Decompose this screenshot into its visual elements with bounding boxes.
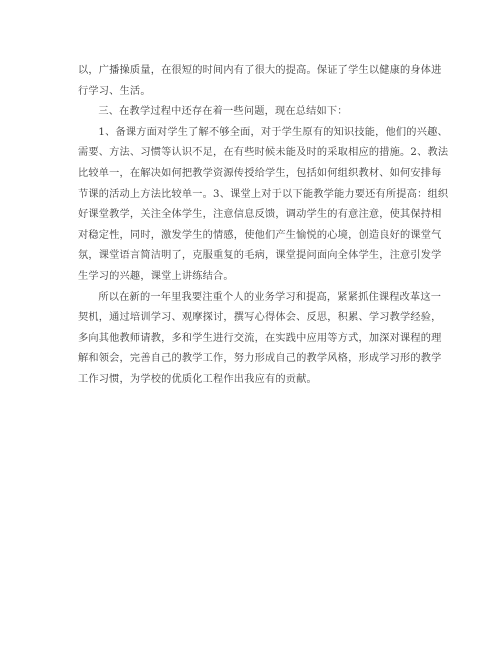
text-line: 好课堂教学，关注全体学生，注意信息反馈，调动学生的有意注意，使其保持相 (78, 209, 442, 221)
text-line: 多向其他教师请教，多和学生进行交流，在实践中应用等方式，加深对课程的理 (78, 332, 442, 344)
text-line: 比较单一，在解决如何把教学资源传授给学生，包括如何组织教材、如何安排每 (78, 167, 442, 179)
text-line: 解和领会，完善自己的教学工作，努力形成自己的教学风格，形成学习形的教学 (78, 353, 442, 365)
text-line: 行学习、生活。 (78, 85, 151, 97)
paragraph-problems-list (78, 123, 449, 288)
document-body (78, 61, 449, 391)
text-line: 所以在新的一年里我要注重个人的业务学习和提高，紧紧抓住课程改革这一 (98, 291, 442, 303)
text-line: 生学习的兴趣，课堂上讲练结合。 (78, 270, 234, 282)
text-line: 以，广播操质量，在很短的时间内有了很大的提高。保证了学生以健康的身体进 (78, 65, 442, 76)
paragraph-health (78, 61, 442, 102)
text-line: 氛，课堂语言简洁明了，克服重复的毛病，课堂提问面向全体学生，注意引发学 (78, 250, 442, 262)
text-line: 工作习惯，为学校的优质化工程作出我应有的贡献。 (78, 373, 317, 385)
text-line: 节课的活动上方法比较单一。3、课堂上对于以下能教学能力要还有所提高：组织 (78, 188, 449, 200)
text-line: 需要、方法、习惯等认识不足，在有些时候未能及时的采取相应的措施。2、教法 (78, 147, 449, 159)
text-line: 对稳定性，同时，激发学生的情感，使他们产生愉悦的心境，创造良好的课堂气 (78, 229, 442, 241)
text-line: 1、备课方面对学生了解不够全面，对于学生原有的知识技能，他们的兴趣、 (98, 126, 448, 138)
paragraph-new-year-plan (78, 288, 442, 391)
text-line: 三、在教学过程中还存在着一些问题，现在总结如下： (98, 106, 348, 118)
text-line: 契机，通过培训学习、观摩探讨，撰写心得体会、反思，积累、学习教学经验， (78, 312, 442, 324)
paragraph-problems-heading (78, 102, 424, 123)
